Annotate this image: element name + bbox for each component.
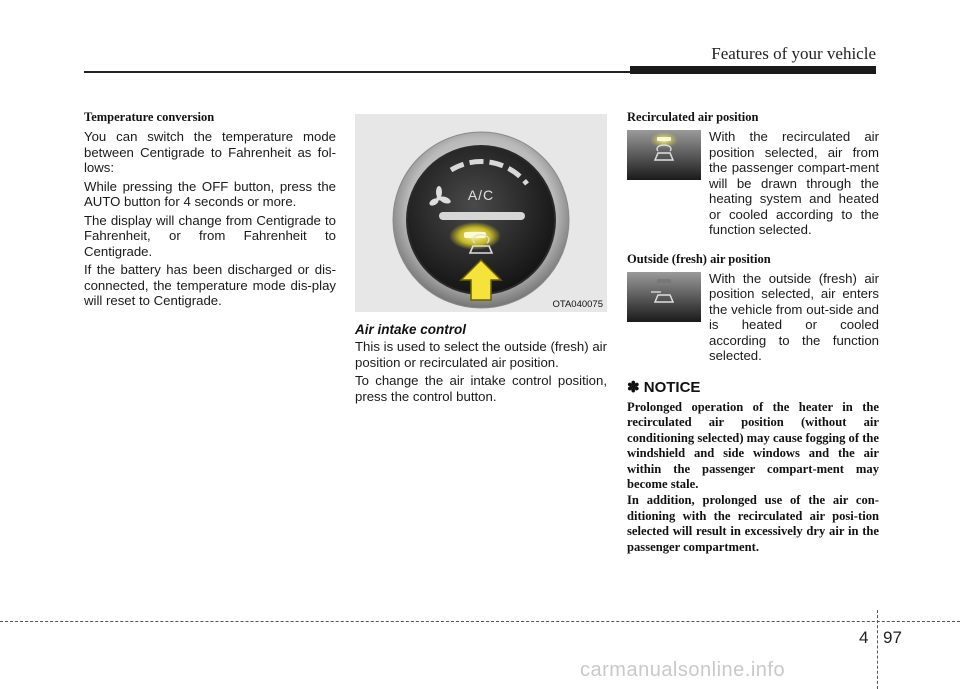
section-heading: Outside (fresh) air position [627, 251, 771, 266]
notice-block [627, 378, 879, 556]
section-heading: Temperature conversion [84, 110, 215, 124]
footer-rule [0, 621, 960, 622]
header-title: Features of your vehicle [711, 44, 876, 63]
body-paragraph: This is used to select the outside (fresh) air position or recirculated air position. [355, 339, 607, 370]
body-paragraph: The display will change from Centigrade to Fahrenheit, or from Fahrenheit to Centigrade. [84, 212, 336, 259]
notice-title: ✽ NOTICE [627, 378, 701, 396]
body-paragraph: If the battery has been discharged or dis-connected, the temperature mode dis-play will reset to Centigrade. [84, 262, 336, 308]
header-rule-accent [630, 66, 876, 74]
chapter-number: 4 [859, 628, 869, 647]
column-air-positions [627, 110, 879, 555]
watermark: carmanualsonline.info [580, 659, 786, 681]
recirculated-button-icon [627, 130, 701, 180]
body-paragraph: While pressing the OFF button, press the AUTO button for 4 seconds or more. [84, 178, 336, 209]
recirculated-position-block [627, 110, 879, 238]
climate-knob-illustration [355, 114, 607, 312]
body-paragraph: You can switch the temperature mode between Centigrade to Fahrenheit as fol-lows: [84, 129, 336, 175]
body-paragraph: To change the air intake control position, press the control button. [355, 373, 607, 404]
outside-description: With the outside (fresh) air position selected, air enters the vehicle from out-side and is heated or cooled according to the function selected. [709, 270, 879, 363]
outside-position-block [627, 252, 879, 364]
section-heading: Recirculated air position [627, 110, 759, 124]
recirculated-description: With the recirculated air position selected, air from the passenger compart-ment will be drawn through the heating system and heated or cooled according to the function selected. [709, 129, 879, 237]
figure-code: OTA040075 [552, 299, 603, 310]
notice-paragraph: In addition, prolonged use of the air con-ditioning with the recirculated air posi-tion selected will result in excessively dry air in the passenger compartment. [627, 493, 879, 554]
column-temperature-conversion [84, 110, 336, 312]
notice-paragraph: Prolonged operation of the heater in the recirculated air position (without air conditioning selected) may cause fogging of the windshield and side windows and the air within the passenger compart-ment may become stale. [627, 399, 879, 492]
page-number: 97 [883, 628, 902, 647]
page-divider [877, 610, 878, 689]
outside-air-button-icon [627, 272, 701, 322]
control-knob-figure [355, 114, 607, 312]
section-heading: Air intake control [355, 322, 467, 337]
column-air-intake [355, 110, 607, 407]
ac-label: A/C [467, 187, 495, 203]
